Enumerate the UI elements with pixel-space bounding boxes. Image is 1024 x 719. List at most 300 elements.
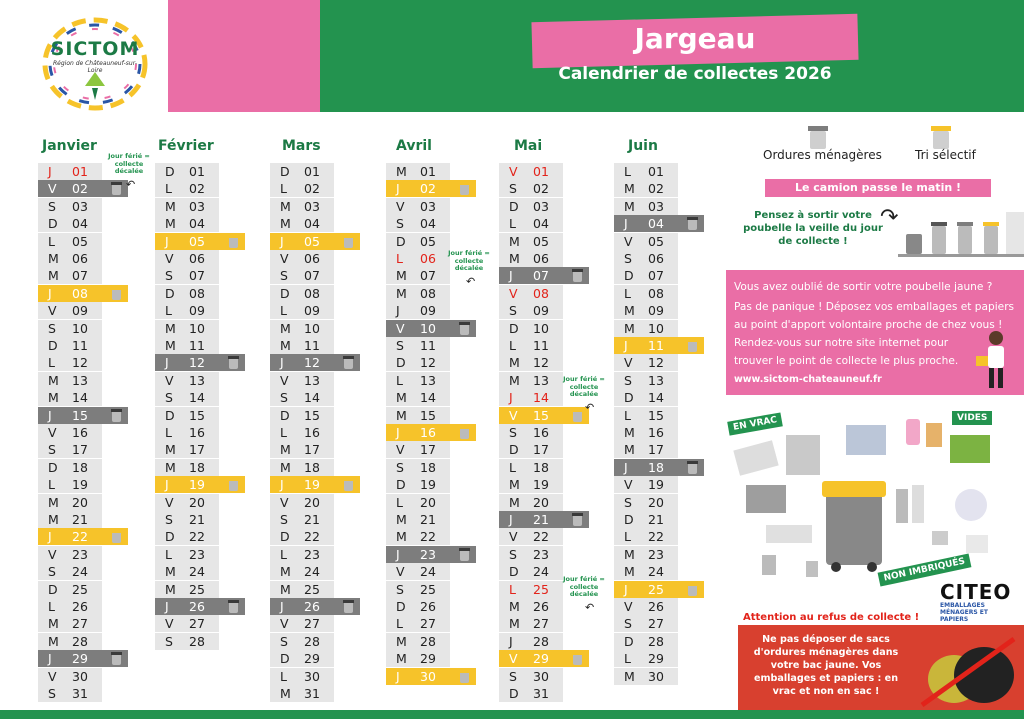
day-number: 11 [189,338,205,353]
day-number: 29 [72,651,88,667]
day-row [270,372,334,389]
day-row [386,215,450,232]
day-row [38,407,128,424]
day-letter: J [48,651,52,667]
day-letter: V [280,616,289,632]
day-row [270,459,334,476]
day-row [270,302,334,319]
day-row [614,372,678,389]
day-number: 11 [648,338,664,353]
yellow-bin-icon [459,182,470,195]
day-number: 04 [304,216,320,232]
day-number: 12 [420,355,436,371]
day-row [386,581,450,598]
day-letter: M [509,251,520,266]
day-letter: L [396,251,403,266]
day-letter: S [509,425,517,440]
refus-title: Attention au refus de collecte ! [743,612,920,623]
grey-bin-icon [111,182,122,195]
day-row [270,650,334,667]
day-row [614,337,704,354]
day-row [386,546,476,563]
day-number: 27 [648,616,664,632]
day-number: 31 [533,686,549,701]
day-number: 25 [420,581,436,597]
day-number: 03 [189,198,205,214]
day-row [270,198,334,215]
day-letter: M [280,320,291,336]
day-letter: D [624,633,634,649]
day-letter: M [48,372,59,388]
day-number: 29 [304,651,320,667]
month-name: Mars [282,138,321,154]
day-letter: M [165,216,176,232]
day-row [499,198,563,215]
day-number: 19 [420,477,436,493]
day-letter: J [624,459,628,475]
day-letter: M [396,407,407,423]
bins-on-street-icon [898,212,1024,258]
day-letter: L [396,372,403,388]
day-number: 01 [72,164,88,179]
day-row [38,685,102,702]
day-letter: J [396,425,400,440]
day-letter: D [48,216,58,232]
yellow-bin-icon [929,126,953,150]
month-name: Avril [396,138,432,154]
day-number: 14 [420,390,436,406]
day-number: 08 [533,285,549,301]
day-number: 06 [304,251,320,266]
day-number: 14 [533,390,549,406]
day-letter: M [165,564,176,580]
day-letter: V [624,599,633,614]
day-row [499,615,563,632]
day-number: 13 [189,372,205,388]
day-number: 24 [533,564,549,580]
day-letter: V [509,529,518,545]
day-number: 14 [189,390,205,406]
day-letter: L [396,616,403,632]
town-name: Jargeau [634,22,756,55]
day-row [386,598,450,615]
day-letter: L [165,425,172,440]
day-row [155,563,219,580]
day-row [38,668,102,685]
day-letter: M [165,320,176,336]
day-letter: J [396,303,400,319]
citeo-logo: CITEO [940,580,1012,604]
day-row [270,215,334,232]
day-number: 26 [189,599,205,614]
day-row [155,233,245,250]
day-letter: L [509,459,516,475]
day-letter: V [280,251,289,266]
info-line-2: Pas de panique ! Déposez vos emballages et papiers [734,301,1015,313]
day-number: 24 [304,564,320,580]
day-letter: S [280,268,288,284]
day-number: 10 [533,320,549,336]
day-row [38,424,102,441]
person-icon [974,328,1018,392]
day-number: 03 [648,198,664,214]
day-letter: S [48,198,56,214]
day-row [386,528,450,545]
day-row [38,180,128,197]
day-number: 04 [533,216,549,232]
day-number: 19 [72,477,88,493]
day-row [386,459,450,476]
header-pink-band [168,0,320,112]
day-row [38,372,102,389]
tag-non-imbriques: NON IMBRIQUÉS [878,553,972,586]
day-number: 02 [72,181,88,197]
day-letter: S [280,390,288,406]
day-number: 18 [189,459,205,475]
day-letter: L [280,668,287,684]
day-letter: S [165,512,173,527]
day-number: 19 [189,477,205,493]
day-number: 09 [304,303,320,319]
day-letter: D [624,268,634,284]
day-number: 07 [648,268,664,284]
day-number: 14 [648,390,664,406]
day-number: 11 [533,338,549,353]
day-row [386,180,476,197]
day-row [614,354,678,371]
day-row [614,494,678,511]
month-name: Mai [514,138,543,154]
grey-bin-icon [572,269,583,282]
day-row [270,581,334,598]
day-letter: L [624,285,631,301]
day-letter: M [165,459,176,475]
day-letter: L [624,651,631,667]
info-box [726,270,1024,395]
day-number: 02 [189,181,205,197]
day-letter: M [280,442,291,458]
day-row [614,528,678,545]
legend-tri: Tri sélectif [915,148,976,162]
day-number: 23 [420,546,436,562]
day-row [38,441,102,458]
day-number: 02 [304,181,320,197]
day-number: 27 [420,616,436,632]
yellow-bin-icon [111,530,122,543]
day-letter: J [509,633,513,649]
day-letter: V [165,494,174,510]
day-letter: J [624,216,628,232]
day-row [270,511,334,528]
day-row [155,372,219,389]
day-row [155,476,245,493]
day-letter: D [48,581,58,597]
month-name: Janvier [42,138,97,154]
day-letter: J [48,529,52,545]
day-number: 20 [304,494,320,510]
day-row [155,581,219,598]
day-number: 01 [304,164,320,179]
day-number: 08 [420,285,436,301]
day-row [386,633,450,650]
day-number: 13 [533,372,549,388]
day-number: 19 [304,477,320,493]
holiday-note-mai-1: Jour férié = collecte décalée [563,375,605,398]
day-letter: V [396,564,405,580]
day-number: 05 [533,233,549,249]
day-row [38,459,102,476]
day-number: 27 [72,616,88,632]
day-number: 23 [304,546,320,562]
day-number: 18 [648,459,664,475]
day-number: 24 [72,564,88,580]
day-number: 23 [533,546,549,562]
day-letter: L [48,477,55,493]
day-number: 21 [420,512,436,527]
day-letter: L [509,338,516,353]
curved-arrow-icon: ↶ [466,275,476,288]
day-letter: M [396,651,407,667]
day-row [38,354,102,371]
day-row [499,250,563,267]
day-number: 10 [420,320,436,336]
day-number: 30 [304,668,320,684]
day-number: 05 [304,233,320,249]
day-letter: D [165,164,175,179]
day-row [155,267,219,284]
day-number: 16 [648,425,664,440]
day-letter: M [624,564,635,580]
day-letter: M [48,268,59,284]
day-letter: J [509,390,513,406]
yellow-bin-icon [687,583,698,596]
day-number: 03 [72,198,88,214]
yellow-bin-icon [687,339,698,352]
day-number: 20 [189,494,205,510]
day-row [38,302,102,319]
yellow-bin-icon [228,235,239,248]
day-number: 06 [189,251,205,266]
day-number: 10 [189,320,205,336]
day-row [499,668,563,685]
day-number: 30 [72,668,88,684]
day-row [386,302,450,319]
day-letter: S [624,494,632,510]
day-row [270,354,360,371]
day-letter: L [509,581,516,597]
day-number: 26 [533,599,549,614]
day-letter: D [48,338,58,353]
day-letter: M [396,164,407,179]
day-row [614,233,678,250]
day-number: 11 [72,338,88,353]
day-letter: J [396,546,400,562]
day-letter: S [509,303,517,319]
day-number: 04 [189,216,205,232]
day-letter: V [509,407,518,423]
day-number: 08 [648,285,664,301]
day-row [155,511,219,528]
day-row [499,511,589,528]
recycling-illustration [726,405,1024,605]
day-number: 04 [648,216,664,232]
day-letter: M [396,268,407,284]
day-letter: S [624,616,632,632]
calendar-subtitle: Calendrier de collectes 2026 [558,64,832,84]
day-letter: M [280,581,291,597]
day-letter: M [509,355,520,371]
day-number: 13 [648,372,664,388]
day-number: 23 [189,546,205,562]
day-letter: D [396,477,406,493]
yellow-bin-icon [343,235,354,248]
info-line-3: au point d'apport volontaire proche de chez vous ! [734,319,1003,331]
day-row [38,528,128,545]
day-row [38,598,102,615]
day-number: 20 [648,494,664,510]
day-letter: J [624,581,628,597]
day-row [614,424,678,441]
day-number: 27 [533,616,549,632]
day-number: 21 [304,512,320,527]
website-url: www.sictom-chateauneuf.fr [734,374,882,385]
day-number: 22 [189,529,205,545]
day-number: 28 [304,633,320,649]
day-letter: M [48,494,59,510]
day-letter: J [509,268,513,284]
day-row [155,250,219,267]
day-row [386,511,450,528]
day-row [38,615,102,632]
day-row [499,389,563,406]
day-number: 21 [648,512,664,527]
day-letter: L [48,233,55,249]
refus-text: Ne pas déposer de sacs d'ordures ménagères dans votre bac jaune. Vos emballages et papiers : en vrac et non en sac ! [753,634,899,697]
day-letter: M [280,459,291,475]
day-row [38,389,102,406]
grey-bin-icon [687,217,698,230]
day-row [614,650,678,667]
day-letter: V [509,651,518,667]
day-number: 17 [420,442,436,458]
day-row [614,285,678,302]
day-letter: M [509,599,520,614]
day-number: 22 [648,529,664,545]
day-letter: J [48,285,52,301]
day-row [270,633,334,650]
day-row [499,650,589,667]
day-letter: M [624,320,635,336]
day-letter: S [280,633,288,649]
day-letter: V [396,198,405,214]
day-row [270,528,334,545]
day-row [270,668,334,685]
day-number: 07 [304,268,320,284]
day-letter: V [624,355,633,371]
grey-bin-icon [343,356,354,369]
day-letter: V [280,372,289,388]
day-letter: L [165,303,172,319]
day-row [38,320,102,337]
day-number: 13 [304,372,320,388]
day-number: 28 [648,633,664,649]
day-letter: L [280,181,287,197]
day-letter: S [165,633,173,649]
day-letter: M [509,372,520,388]
day-number: 03 [420,198,436,214]
day-number: 04 [420,216,436,232]
day-number: 29 [648,651,664,667]
day-row [614,511,678,528]
day-number: 28 [72,633,88,649]
day-number: 22 [533,529,549,545]
day-number: 30 [420,668,436,684]
info-line-1: Vous avez oublié de sortir votre poubelle jaune ? [734,281,993,293]
day-letter: L [396,494,403,510]
day-number: 01 [189,164,205,179]
day-number: 25 [533,581,549,597]
info-line-4: Rendez-vous sur notre site internet pour [734,337,949,349]
grey-bin-icon [111,409,122,422]
day-number: 11 [304,338,320,353]
day-number: 18 [533,459,549,475]
day-letter: M [165,338,176,353]
day-number: 24 [420,564,436,580]
day-number: 25 [72,581,88,597]
day-number: 09 [648,303,664,319]
day-number: 05 [189,233,205,249]
day-row [614,407,678,424]
day-number: 15 [189,407,205,423]
day-number: 14 [72,390,88,406]
day-number: 16 [304,425,320,440]
day-letter: S [509,668,517,684]
day-number: 08 [304,285,320,301]
yellow-bin-icon [572,409,583,422]
day-row [614,198,678,215]
day-letter: L [165,546,172,562]
day-row [614,215,704,232]
day-letter: L [165,181,172,197]
day-row [386,668,476,685]
day-row [614,302,678,319]
day-number: 15 [648,407,664,423]
day-letter: J [280,599,284,614]
day-letter: S [165,268,173,284]
day-letter: M [48,633,59,649]
yellow-bin-icon [228,478,239,491]
day-row [270,424,334,441]
grey-bin-icon [343,600,354,613]
day-letter: M [165,198,176,214]
day-row [38,476,102,493]
day-number: 01 [648,164,664,179]
day-letter: M [165,442,176,458]
day-number: 12 [533,355,549,371]
day-number: 25 [304,581,320,597]
day-number: 22 [304,529,320,545]
day-row [270,389,334,406]
citeo-subtitle: EMBALLAGES MÉNAGERS ET PAPIERS [940,602,988,623]
day-letter: J [280,355,284,371]
day-row [270,494,334,511]
day-letter: V [48,546,57,562]
day-row [386,407,450,424]
day-letter: M [280,686,291,701]
day-letter: V [165,616,174,632]
day-row [614,546,678,563]
day-row [155,615,219,632]
